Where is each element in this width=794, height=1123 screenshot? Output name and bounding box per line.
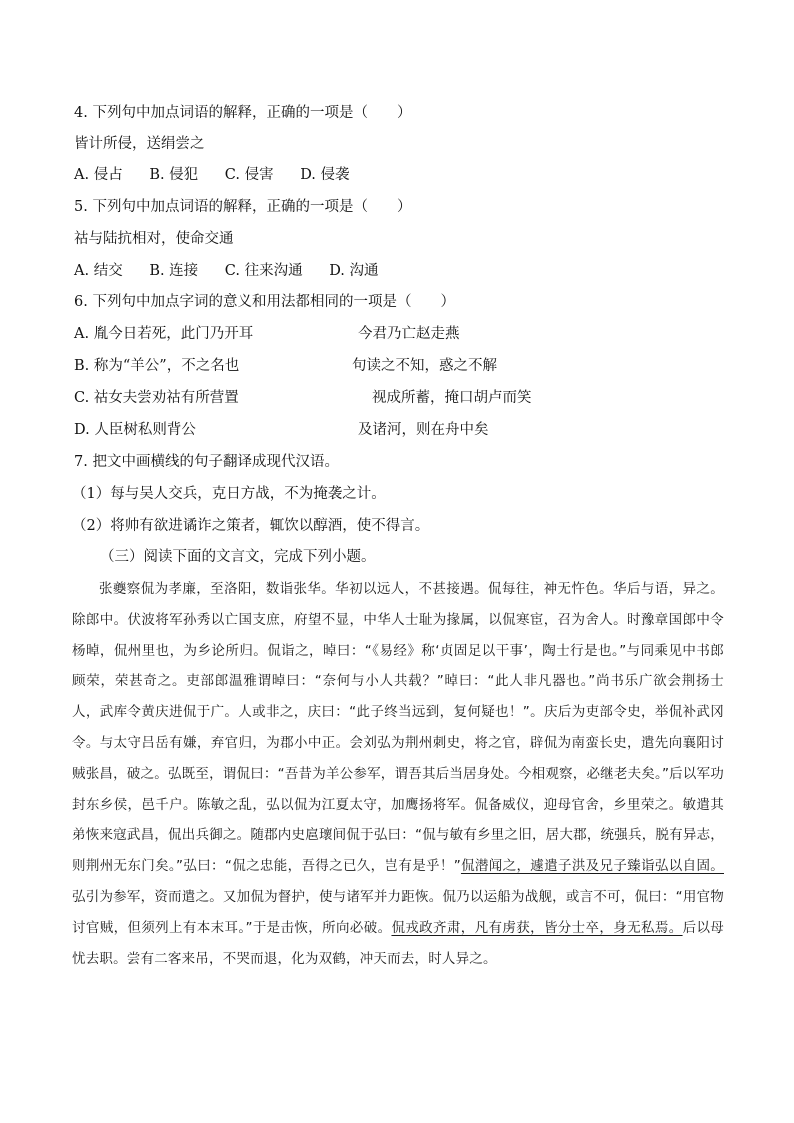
q6-stem: 6. 下列句中加点字词的意义和用法都相同的一项是（ ） [74, 294, 455, 310]
section3-heading: （三）阅读下面的文言文，完成下列小题。 [100, 549, 376, 565]
q4-stem: 4. 下列句中加点词语的解释，正确的一项是（ ） [74, 105, 412, 121]
q4-option-b[interactable]: B. 侵犯 [149, 167, 199, 183]
q6-option-a-left[interactable]: A. 胤今日若死，此门乃开耳 [74, 326, 254, 342]
q6-option-b-right: 句读之不知，惑之不解 [352, 358, 497, 374]
classical-passage [72, 574, 724, 974]
underlined-sentence-1: 侃潜闻之，遽遣子洪及兄子臻诣弘以自固。 [460, 858, 724, 875]
q7-item-2: （2）将帅有欲进谲诈之策者，辄饮以醇酒，使不得言。 [72, 518, 430, 534]
q5-option-a[interactable]: A. 结交 [74, 263, 123, 279]
passage-paragraph [72, 574, 724, 974]
q6-option-c-left[interactable]: C. 祜女夫尝劝祜有所营置 [74, 390, 239, 406]
q5-option-c[interactable]: C. 往来沟通 [224, 263, 303, 279]
q4-option-c[interactable]: C. 侵害 [224, 167, 274, 183]
q4-option-a[interactable]: A. 侵占 [74, 167, 123, 183]
q4-sentence: 皆计所侵，送绢尝之 [74, 136, 205, 152]
q5-options [74, 261, 401, 281]
q6-option-b-left[interactable]: B. 称为“羊公”，不之名也 [74, 358, 240, 374]
underlined-sentence-2: 侃戎政齐肃，凡有虏获，皆分士卒，身无私焉。 [391, 919, 683, 936]
q7-item-1: （1）每与吴人交兵，克日方战，不为掩袭之计。 [72, 486, 386, 502]
q6-option-d-left[interactable]: D. 人臣树私则背公 [74, 422, 196, 438]
q4-options [74, 165, 372, 185]
q5-option-d[interactable]: D. 沟通 [329, 263, 379, 279]
q4-option-d[interactable]: D. 侵袭 [300, 167, 350, 183]
passage-text-3: 后以母忧去职。尝有二客来吊，不哭而退，化为双鹤，冲天而去，时人异之。 [72, 919, 725, 967]
q5-stem: 5. 下列句中加点词语的解释，正确的一项是（ ） [74, 199, 412, 215]
q5-sentence: 祜与陆抗相对，使命交通 [74, 231, 234, 247]
q6-option-d-right: 及诸河，则在舟中矣 [358, 422, 489, 438]
q6-option-c-right: 视成所蓄，掩口胡卢而笑 [372, 390, 532, 406]
passage-text-2: 弘引为参军，资而遣之。又加侃为督护，使与诸军并力距恢。侃乃以运船为战舰，或言不可，侃曰：“用官物讨官贼，但须列上有本末耳。”于是击恢，所向必破。 [72, 888, 724, 936]
q5-option-b[interactable]: B. 连接 [149, 263, 199, 279]
q6-option-a-right: 今君乃亡赵走燕 [358, 326, 460, 342]
q7-stem: 7. 把文中画横线的句子翻译成现代汉语。 [74, 454, 339, 470]
passage-text-1: 张夔察侃为孝廉，至洛阳，数诣张华。华初以远人，不甚接遇。侃每往，神无忤色。华后与语，异之。除郎中。伏波将军孙秀以亡国支庶，府望不显，中华人士耻为掾属，以侃寒宦，召为舍人。时豫章国郎中令杨晫，侃州里也，为乡论所归。侃诣之，晫曰：“《易经》称‘贞固足以干事’，陶士行是也。”与同乘见中书郎顾荣，荣甚奇之。吏部郎温雅谓晫曰：“奈何与小人共载？”晫曰：“此人非凡器也。”尚书乐广欲会荆扬士人，武库令黄庆进侃于广。人或非之，庆曰：“此子终当远到，复何疑也！”。庆后为吏部令史，举侃补武冈令。与太守吕岳有嫌，弃官归，为郡小中正。会刘弘为荆州刺史，将之官，辟侃为南蛮长史，遣先向襄阳讨贼张昌，破之。弘既至，谓侃曰：“吾昔为羊公参军，谓吾其后当居身处。今相观察，必继老夫矣。”后以军功封东乡侯，邑千户。陈敏之乱，弘以侃为江夏太守，加鹰扬将军。侃备威仪，迎母官舍，乡里荣之。敏遣其弟恢来寇武昌，侃出兵御之。随郡内史扈瓌间侃于弘曰：“侃与敏有乡里之旧，居大郡，统强兵，脱有异志，则荆州无东门矣。”弘曰：“侃之忠能，吾得之已久，岂有是乎！” [72, 581, 724, 875]
